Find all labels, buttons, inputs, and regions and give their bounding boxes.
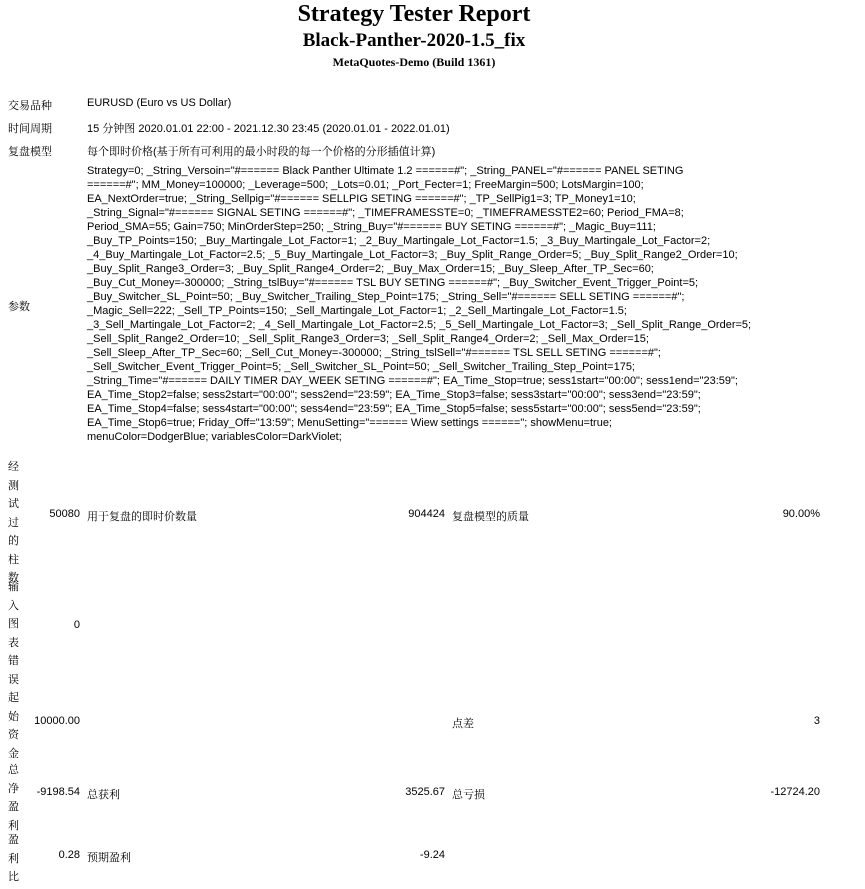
report-title: Strategy Tester Report <box>297 1 531 27</box>
params-line: _Buy_Switcher_SL_Point=50; _Buy_Switcher_Trailing_Step_Point=175; _String_Sell="#====== SELL SETING ======#"; <box>87 291 685 303</box>
deposit-value: 10000.00 <box>34 715 80 727</box>
server-build: MetaQuotes-Demo (Build 1361) <box>332 55 496 69</box>
params-line: _Sell_Split_Range2_Order=10; _Sell_Split_Range3_Order=3; _Sell_Split_Range4_Order=2; _Sell_Max_Order=15; <box>87 333 649 345</box>
symbol-label: 交易品种 <box>8 100 52 112</box>
params-line: _Buy_Cut_Money=-300000; _String_tslBuy="#====== TSL BUY SETING ======#"; _Buy_Switcher_Event_Trigger_Point=5; <box>87 277 699 289</box>
symbol-value: EURUSD (Euro vs US Dollar) <box>87 97 232 109</box>
params-line: Strategy=0; _String_Versoin="#====== Black Panther Ultimate 1.2 ======#"; _String_PANEL="#====== PANEL SETING <box>87 165 684 177</box>
profit-factor-value: 0.28 <box>58 849 80 861</box>
payoff-value: -9.24 <box>419 849 445 861</box>
params-label: 参数 <box>8 301 30 313</box>
params-line: _Sell_Sleep_After_TP_Sec=60; _Sell_Cut_Money=-300000; _String_tslSell="#====== TSL SELL SETING ======#"; <box>87 347 661 359</box>
params-line: EA_Time_Stop2=false; sess2start="00:00"; sess2end="23:59"; EA_Time_Stop3=false; sess3start="00:00"; sess3end="23:59"; <box>87 389 701 401</box>
bars-label: 经测试过的柱数 <box>8 461 19 584</box>
params-line: EA_NextOrder=true; _String_Sellpig="#====== SELLPIG SETING ======#"; _TP_SellPig1=3; TP_Money1=10; <box>87 193 636 205</box>
period-label: 时间周期 <box>8 123 52 135</box>
errors-label: 输入图表错误 <box>8 581 19 686</box>
params-line: EA_Time_Stop4=false; sess4start="00:00"; sess4end="23:59"; EA_Time_Stop5=false; sess5start="00:00"; sess5end="23:59"; <box>87 403 701 415</box>
params-value <box>87 164 827 444</box>
gross-loss-label: 总亏损 <box>452 789 485 801</box>
bars-value: 50080 <box>49 508 80 520</box>
params-line: _Buy_TP_Points=150; _Buy_Martingale_Lot_Factor=1; _2_Buy_Martingale_Lot_Factor=1.5; _3_Buy_Martingale_Lot_Factor=2; <box>87 235 711 247</box>
deposit-label: 起始资金 <box>8 692 19 760</box>
expert-name: Black-Panther-2020-1.5_fix <box>302 30 526 51</box>
period-value: 15 分钟图 2020.01.01 22:00 - 2021.12.30 23:45 (2020.01.01 - 2022.01.01) <box>87 123 450 135</box>
model-label: 复盘模型 <box>8 146 52 158</box>
profit-factor-label: 盈利比 <box>8 834 19 883</box>
spread-label: 点差 <box>452 718 474 730</box>
ticks-label: 用于复盘的即时价数量 <box>87 511 197 523</box>
gross-profit-value: 3525.67 <box>405 786 445 798</box>
params-line: _Buy_Split_Range3_Order=3; _Buy_Split_Range4_Order=2; _Buy_Max_Order=15; _Buy_Sleep_After_TP_Sec=60; <box>87 263 654 275</box>
params-line: _3_Sell_Martingale_Lot_Factor=2; _4_Sell_Martingale_Lot_Factor=2.5; _5_Sell_Martingale_Lot_Factor=3; _Sell_Split_Range_Order=5; <box>87 319 752 331</box>
params-line: _String_Signal="#====== SIGNAL SETING ======#"; _TIMEFRAMESSTE=0; _TIMEFRAMESSTE2=60; Period_FMA=8; <box>87 207 684 219</box>
quality-value: 90.00% <box>782 508 820 520</box>
params-line: _Magic_Sell=222; _Sell_TP_Points=150; _Sell_Martingale_Lot_Factor=1; _2_Sell_Martingale_Lot_Factor=1.5; <box>87 305 627 317</box>
net-profit-value: -9198.54 <box>36 786 80 798</box>
params-line: Period_SMA=55; Gain=750; MinOrderStep=250; _String_Buy="#====== BUY SETING ======#"; _Magic_Buy=111; <box>87 221 656 233</box>
gross-profit-label: 总获利 <box>87 789 120 801</box>
payoff-label: 预期盈利 <box>87 852 131 864</box>
params-line: ======#"; MM_Money=100000; _Leverage=500; _Lots=0.01; _Port_Fecter=1; FreeMargin=500; LotsMargin=100; <box>87 179 644 191</box>
params-line: _4_Buy_Martingale_Lot_Factor=2.5; _5_Buy_Martingale_Lot_Factor=3; _Buy_Split_Range_Order=5; _Buy_Split_Range2_Order=10; <box>87 249 738 261</box>
net-profit-label: 总净盈利 <box>8 764 19 832</box>
gross-loss-value: -12724.20 <box>770 786 820 798</box>
ticks-value: 904424 <box>408 508 445 520</box>
params-line: _String_Time="#====== DAILY TIMER DAY_WEEK SETING ======#"; EA_Time_Stop=true; sess1start="00:00"; sess1end="23:59"; <box>87 375 738 387</box>
params-line: _Sell_Switcher_Event_Trigger_Point=5; _Sell_Switcher_SL_Point=50; _Sell_Switcher_Trailing_Step_Point=175; <box>87 361 635 373</box>
errors-value: 0 <box>73 619 80 631</box>
params-line: EA_Time_Stop6=true; Friday_Off="13:59"; MenuSetting="====== Wiew settings ======"; showMenu=true; <box>87 417 612 429</box>
spread-value: 3 <box>813 715 820 727</box>
model-value: 每个即时价格(基于所有可利用的最小时段的每一个价格的分形插值计算) <box>87 146 436 158</box>
params-line: menuColor=DodgerBlue; variablesColor=DarkViolet; <box>87 431 342 443</box>
quality-label: 复盘模型的质量 <box>452 511 529 523</box>
